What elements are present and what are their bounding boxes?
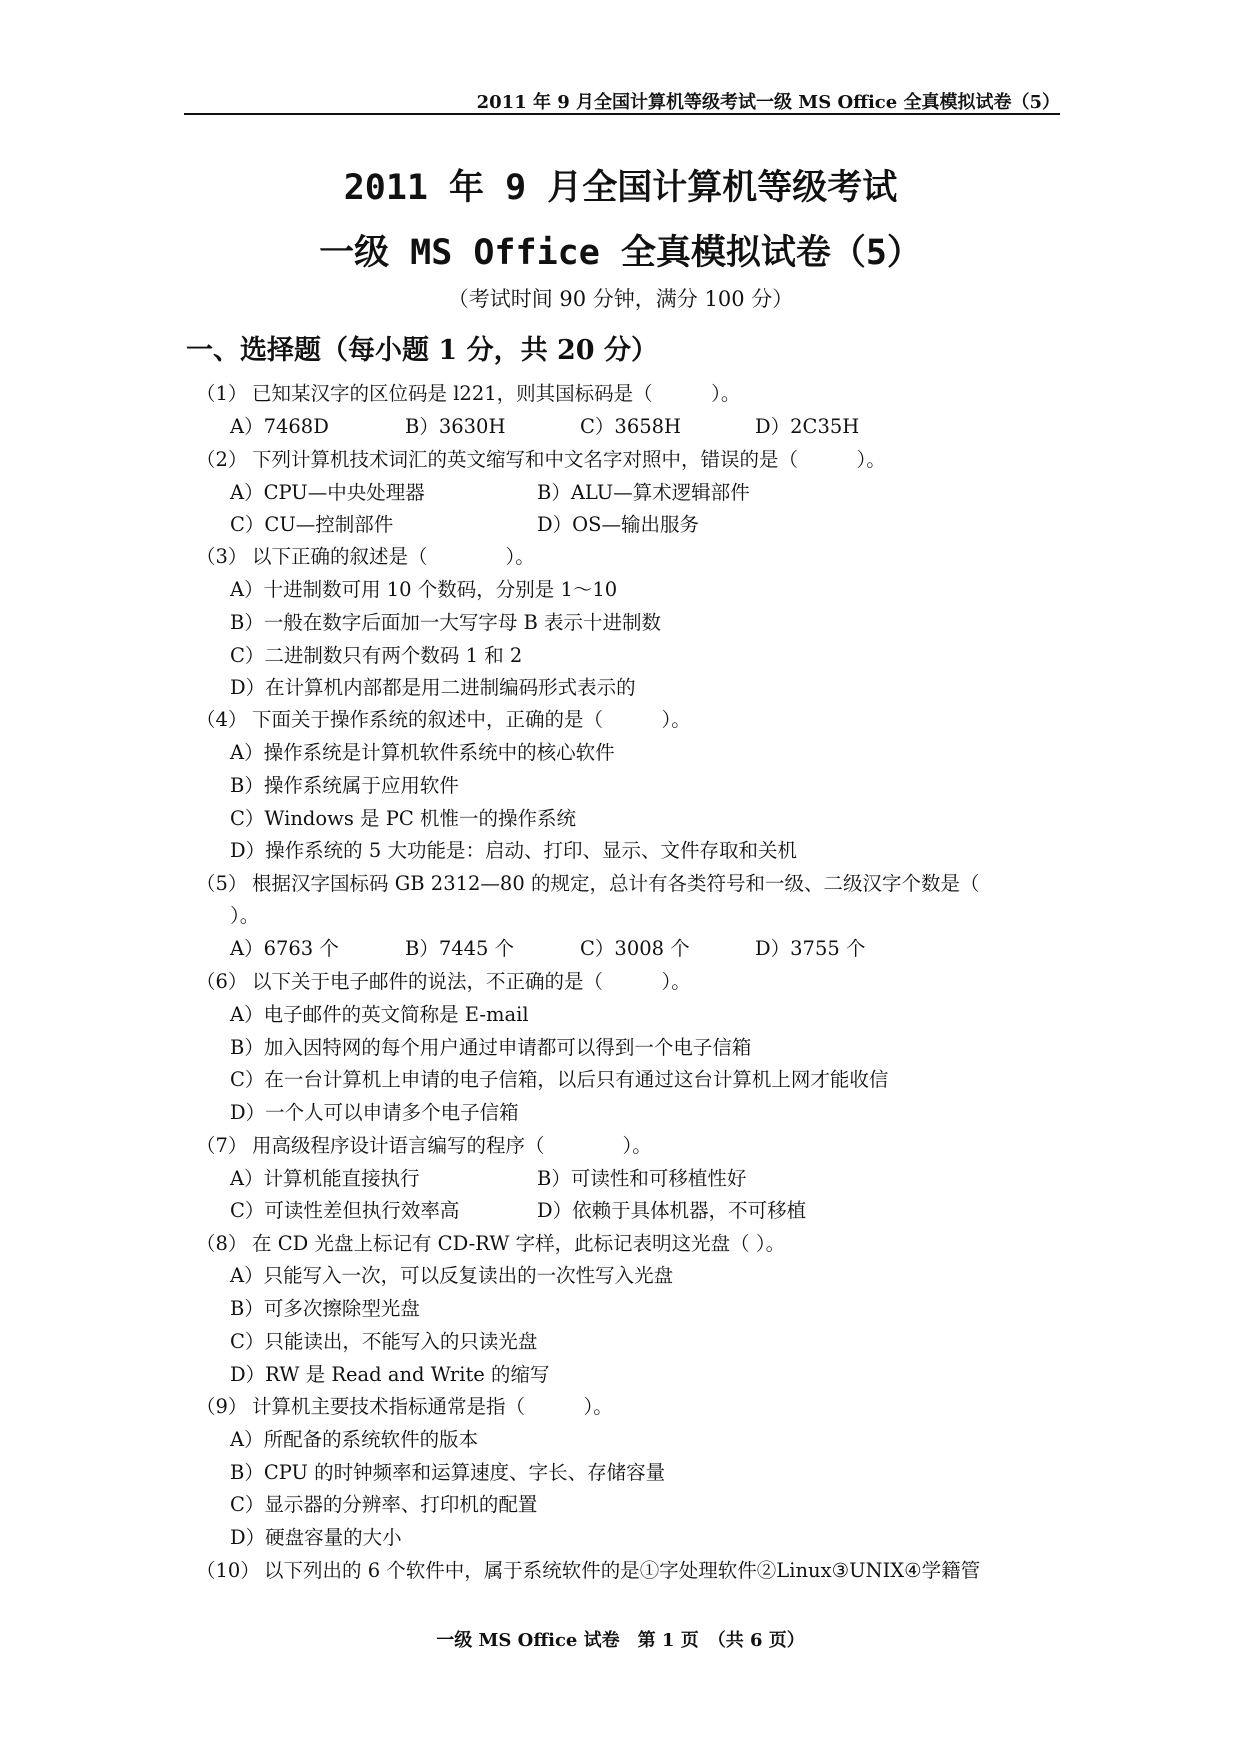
option-a: A）6763 个 xyxy=(230,937,339,960)
question-number: （2） xyxy=(196,448,248,471)
question-7 xyxy=(196,1136,652,1156)
question-text: 下面关于操作系统的叙述中，正确的是（ ）。 xyxy=(252,708,691,731)
question-text: 以下关于电子邮件的说法，不正确的是（ ）。 xyxy=(252,970,691,993)
question-number: （5） xyxy=(196,872,248,895)
option-d: D）2C35H xyxy=(755,415,860,438)
question-text: 以下正确的叙述是（ ）。 xyxy=(252,545,535,568)
question-text: 以下列出的 6 个软件中，属于系统软件的是①字处理软件②Linux③UNIX④学籍管 xyxy=(264,1559,981,1582)
option-b: B）可多次擦除型光盘 xyxy=(230,1297,420,1320)
option-c: C）CU—控制部件 xyxy=(230,513,394,536)
option-b: B）一般在数字后面加一大写字母 B 表示十进制数 xyxy=(230,611,662,634)
option-a: A）所配备的系统软件的版本 xyxy=(230,1428,479,1451)
question-text: 下列计算机技术词汇的英文缩写和中文名字对照中，错误的是（ ）。 xyxy=(252,448,886,471)
option-c: C）可读性差但执行效率高 xyxy=(230,1199,460,1222)
question-1 xyxy=(196,384,740,404)
option-b: B）加入因特网的每个用户通过申请都可以得到一个电子信箱 xyxy=(230,1036,752,1059)
question-number: （10） xyxy=(196,1559,260,1582)
option-b: B）可读性和可移植性好 xyxy=(537,1167,747,1190)
option-d: D）操作系统的 5 大功能是：启动、打印、显示、文件存取和关机 xyxy=(230,839,797,862)
option-c: C）3658H xyxy=(580,415,682,438)
question-9 xyxy=(196,1397,613,1417)
option-a: A）操作系统是计算机软件系统中的核心软件 xyxy=(230,741,615,764)
option-a: A）7468D xyxy=(230,415,329,438)
question-8 xyxy=(196,1234,785,1254)
question-continuation: ）。 xyxy=(230,904,260,927)
question-5 xyxy=(196,874,979,894)
section-heading: 一、选择题（每小题 1 分，共 20 分） xyxy=(186,335,658,366)
page-title-line-2: 一级 MS Office 全真模拟试卷（5） xyxy=(319,233,922,273)
question-text: 在 CD 光盘上标记有 CD-RW 字样，此标记表明这光盘（ ）。 xyxy=(252,1232,786,1255)
option-b: B）CPU 的时钟频率和运算速度、字长、存储容量 xyxy=(230,1461,666,1484)
option-d: D）RW 是 Read and Write 的缩写 xyxy=(230,1363,550,1386)
question-number: （7） xyxy=(196,1134,248,1157)
question-text: 根据汉字国标码 GB 2312—80 的规定，总计有各类符号和一级、二级汉字个数是（ xyxy=(252,872,980,895)
page-footer: 一级 MS Office 试卷 第 1 页 （共 6 页） xyxy=(436,1630,805,1651)
option-d: D）依赖于具体机器，不可移植 xyxy=(537,1199,807,1222)
option-d: D）3755 个 xyxy=(755,937,866,960)
option-b: B）7445 个 xyxy=(405,937,515,960)
option-c: C）显示器的分辨率、打印机的配置 xyxy=(230,1493,538,1516)
question-number: （3） xyxy=(196,545,248,568)
option-d: D）硬盘容量的大小 xyxy=(230,1526,402,1549)
option-c: C）Windows 是 PC 机惟一的操作系统 xyxy=(230,807,576,830)
option-a: A）只能写入一次，可以反复读出的一次性写入光盘 xyxy=(230,1264,674,1287)
question-2 xyxy=(196,450,886,470)
question-6 xyxy=(196,972,691,992)
option-a: A）计算机能直接执行 xyxy=(230,1167,420,1190)
question-number: （6） xyxy=(196,970,248,993)
header-rule xyxy=(184,113,1060,115)
option-a: A）十进制数可用 10 个数码，分别是 1～10 xyxy=(230,578,618,601)
page-title-line-1: 2011 年 9 月全国计算机等级考试 xyxy=(343,168,898,208)
question-3 xyxy=(196,547,535,567)
question-text: 计算机主要技术指标通常是指（ ）。 xyxy=(252,1395,613,1418)
question-text: 用高级程序设计语言编写的程序（ ）。 xyxy=(252,1134,652,1157)
question-number: （4） xyxy=(196,708,248,731)
running-header: 2011 年 9 月全国计算机等级考试一级 MS Office 全真模拟试卷（5） xyxy=(476,92,1060,113)
option-d: D）在计算机内部都是用二进制编码形式表示的 xyxy=(230,676,636,699)
option-b: B）ALU—算术逻辑部件 xyxy=(537,481,750,504)
option-c: C）只能读出，不能写入的只读光盘 xyxy=(230,1330,538,1353)
question-number: （8） xyxy=(196,1232,248,1255)
option-b: B）操作系统属于应用软件 xyxy=(230,774,459,797)
option-a: A）电子邮件的英文简称是 E-mail xyxy=(230,1003,529,1026)
option-a: A）CPU—中央处理器 xyxy=(230,481,425,504)
question-number: （9） xyxy=(196,1395,248,1418)
question-number: （1） xyxy=(196,382,248,405)
option-d: D）OS—输出服务 xyxy=(537,513,699,536)
question-4 xyxy=(196,710,691,730)
question-10 xyxy=(196,1561,980,1581)
option-c: C）3008 个 xyxy=(580,937,690,960)
exam-subtitle: （考试时间 90 分钟，满分 100 分） xyxy=(447,287,794,311)
question-text: 已知某汉字的区位码是 l221，则其国标码是（ ）。 xyxy=(252,382,741,405)
option-d: D）一个人可以申请多个电子信箱 xyxy=(230,1101,519,1124)
option-c: C）二进制数只有两个数码 1 和 2 xyxy=(230,644,523,667)
option-b: B）3630H xyxy=(405,415,506,438)
option-c: C）在一台计算机上申请的电子信箱，以后只有通过这台计算机上网才能收信 xyxy=(230,1068,889,1091)
